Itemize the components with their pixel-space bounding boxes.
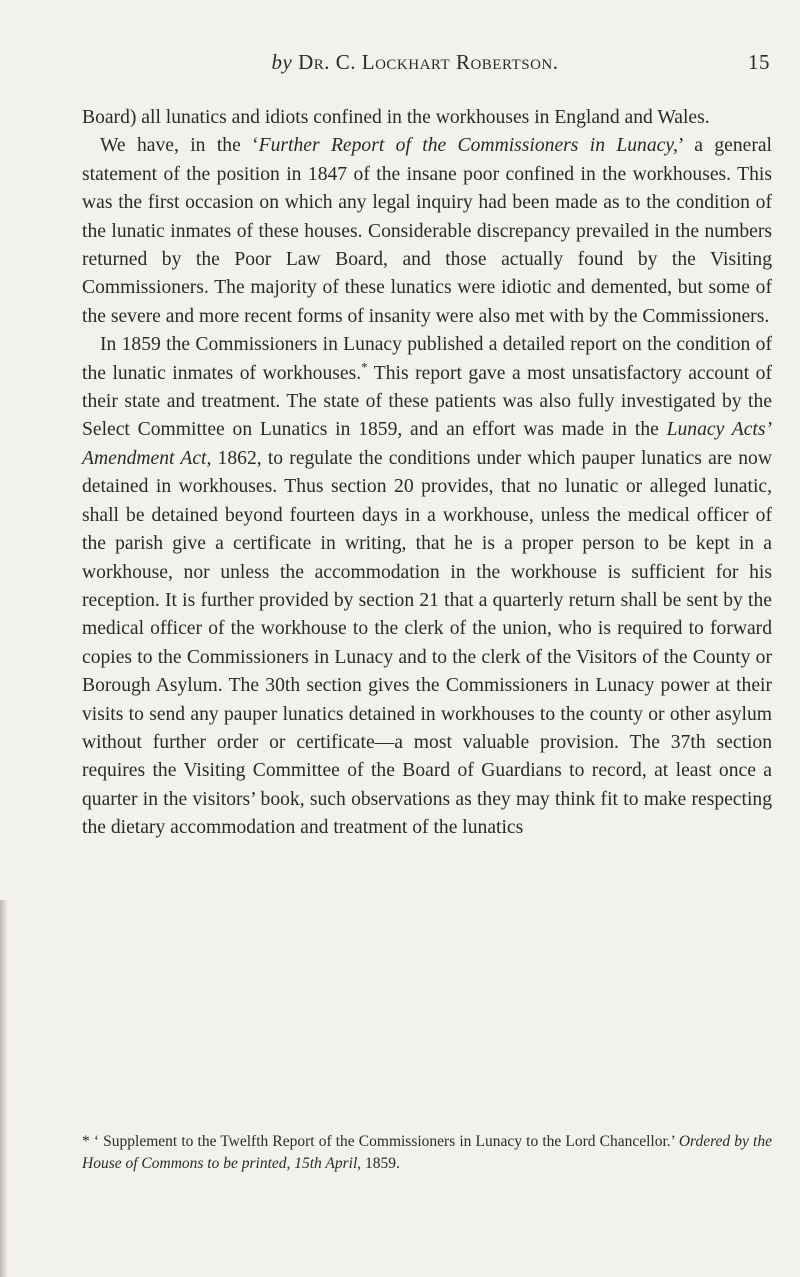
paragraph-1-text: Board) all lunatics and idiots confined in the workhouses in England and Wales. bbox=[82, 107, 710, 128]
paragraph-3-text-b: This report gave a most unsatisfactory account of their state and treatment. The state of these patients was also fully investigated by the Select Committee on Lunatics in 1859, and an effort was made in the bbox=[82, 362, 772, 441]
footnote bbox=[82, 1131, 772, 1175]
footnote-text-b: 1859. bbox=[361, 1155, 400, 1172]
paragraph-1 bbox=[82, 104, 772, 132]
paragraph-2 bbox=[82, 132, 772, 331]
act-title: Lunacy Acts’ Amendment Act, bbox=[82, 419, 772, 469]
running-head-title bbox=[120, 50, 710, 75]
running-head bbox=[80, 50, 770, 84]
paragraph-3 bbox=[82, 331, 772, 842]
running-head-author: Dr. C. Lockhart Robertson. bbox=[298, 50, 559, 74]
footnote-text-a: ‘ Supplement to the Twelfth Report of the Commissioners in Lunacy to the Lord Chancellor.’ bbox=[89, 1133, 679, 1150]
page-number: 15 bbox=[748, 50, 770, 74]
running-head-by: by bbox=[271, 50, 293, 74]
footnote-reference-mark: * bbox=[361, 359, 368, 375]
paragraph-2-text-a: We have, in the ‘ bbox=[100, 135, 259, 157]
footnote-mark: * bbox=[82, 1133, 90, 1150]
body-text bbox=[82, 104, 772, 843]
footnote-text-italic: Ordered by the House of Commons to be printed, 15th April, bbox=[82, 1133, 772, 1172]
paragraph-3-text-c: 1862, to regulate the conditions under which pauper lunatics are now detained in workhouses. Thus section 20 provides, that no lunatic or alleged lunatic, shall be detained beyond fourteen days in a workhouse, unless the medical officer of the parish give a certificate in writing, that he is a proper person to be kept in a workhouse, nor unless the accommodation in the workhouse is sufficient for his reception. It is further provided by section 21 that a quarterly return shall be sent by the medical officer of the workhouse to the clerk of the union, who is required to forward copies to the Commissioners in Lunacy and to the clerk of the Visitors of the County or Borough Asylum. The 30th section gives the Commissioners in Lunacy power at their visits to send any pauper lunatics detained in workhouses to the county or other asylum without further order or certificate—a most valuable provision. The 37th section requires the Visiting Committee of the Board of Guardians to record, at least once a quarter in the visitors’ book, such observations as they may think fit to make respecting the dietary accommodation and treatment of the lunatics bbox=[82, 447, 772, 839]
paragraph-2-text-b: ’ a general statement of the position in 1847 of the insane poor confined in the workhouses. This was the first occasion on which any legal inquiry had been made as to the condition of the lunatic inmates of these houses. Considerable discrepancy prevailed in the numbers returned by the Poor Law Board, and those actually found by the Visiting Commissioners. The majority of these lunatics were idiotic and demented, but some of the severe and more recent forms of insanity were also met with by the Commissioners. bbox=[82, 135, 772, 327]
page-edge-shadow bbox=[0, 900, 8, 1277]
paragraph-3-text-a: In 1859 the Commissioners in Lunacy published a detailed report on the condition of the lunatic inmates of workhouses. bbox=[82, 334, 772, 384]
report-title: Further Report of the Commissioners in Lunacy, bbox=[258, 135, 678, 157]
